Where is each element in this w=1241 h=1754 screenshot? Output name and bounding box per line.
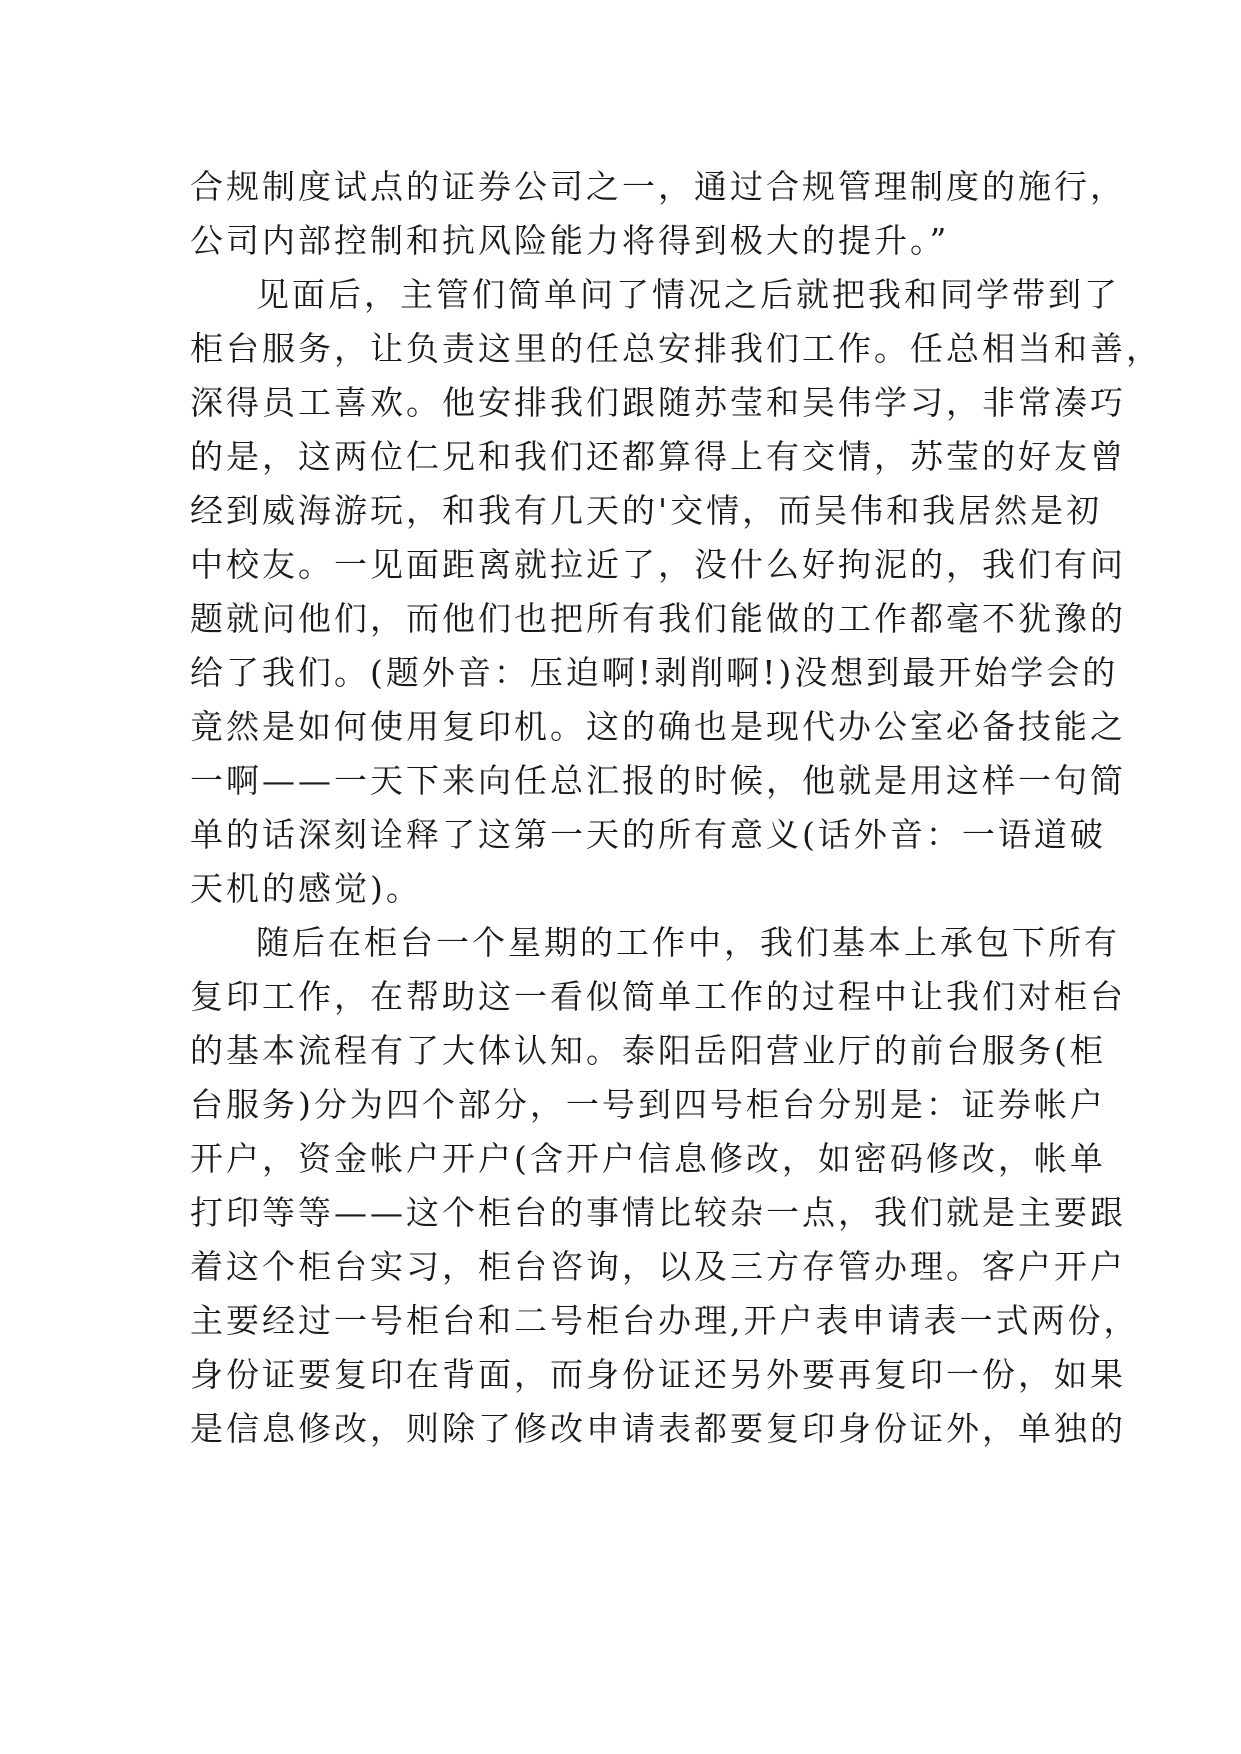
text-line: 台服务)分为四个部分，一号到四号柜台分别是：证券帐户 bbox=[190, 1085, 1106, 1124]
text-line: 天机的感觉)。 bbox=[190, 869, 422, 908]
text-line: 是信息修改，则除了修改申请表都要复印身份证外，单独的 bbox=[190, 1409, 1126, 1448]
text-line: 单的话深刻诠释了这第一天的所有意义(话外音：一语道破 bbox=[190, 815, 1106, 854]
text-line: 给了我们。(题外音：压迫啊!剥削啊!)没想到最开始学会的 bbox=[190, 653, 1119, 692]
text-line: 开户，资金帐户开户(含开户信息修改，如密码修改，帐单 bbox=[190, 1139, 1106, 1178]
paragraph-start-line: 见面后，主管们简单问了情况之后就把我和同学带到了 bbox=[256, 275, 1120, 314]
text-line: 的基本流程有了大体认知。泰阳岳阳营业厅的前台服务(柜 bbox=[190, 1031, 1106, 1070]
paragraph-start-line: 随后在柜台一个星期的工作中，我们基本上承包下所有 bbox=[256, 923, 1120, 962]
text-line: 身份证要复印在背面，而身份证还另外要再复印一份，如果 bbox=[190, 1355, 1126, 1394]
text-line: 主要经过一号柜台和二号柜台办理,开户表申请表一式两份， bbox=[190, 1301, 1140, 1340]
text-line: 合规制度试点的证券公司之一，通过合规管理制度的施行， bbox=[190, 167, 1126, 206]
text-line: 的是，这两位仁兄和我们还都算得上有交情，苏莹的好友曾 bbox=[190, 437, 1126, 476]
text-line: 打印等等——这个柜台的事情比较杂一点，我们就是主要跟 bbox=[190, 1193, 1126, 1232]
text-line: 柜台服务，让负责这里的任总安排我们工作。任总相当和善， bbox=[190, 329, 1162, 368]
text-line: 中校友。一见面距离就拉近了，没什么好拘泥的，我们有问 bbox=[190, 545, 1126, 584]
text-line: 复印工作，在帮助这一看似简单工作的过程中让我们对柜台 bbox=[190, 977, 1126, 1016]
text-line: 着这个柜台实习，柜台咨询，以及三方存管办理。客户开户 bbox=[190, 1247, 1126, 1286]
text-line: 题就问他们，而他们也把所有我们能做的工作都毫不犹豫的 bbox=[190, 599, 1126, 638]
text-line: 竟然是如何使用复印机。这的确也是现代办公室必备技能之 bbox=[190, 707, 1126, 746]
text-line: 经到威海游玩，和我有几天的'交情，而吴伟和我居然是初 bbox=[190, 491, 1103, 530]
text-line: 一啊——一天下来向任总汇报的时候，他就是用这样一句简 bbox=[190, 761, 1126, 800]
text-line: 公司内部控制和抗风险能力将得到极大的提升。” bbox=[190, 221, 950, 260]
text-line: 深得员工喜欢。他安排我们跟随苏莹和吴伟学习，非常凑巧 bbox=[190, 383, 1126, 422]
document-body bbox=[190, 160, 1162, 1456]
